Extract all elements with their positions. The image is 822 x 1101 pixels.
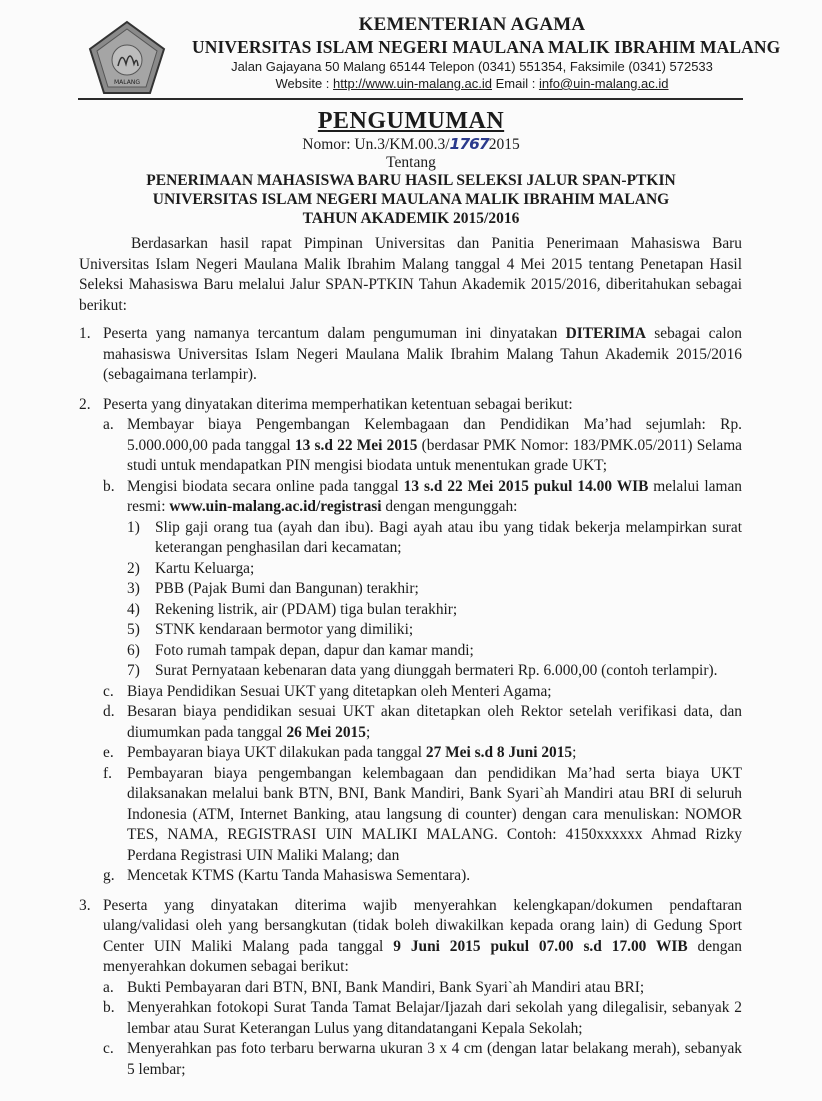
- doc-number: 4): [127, 600, 140, 618]
- doc-item-1: [127, 518, 742, 559]
- document-title: PENGUMUMAN: [317, 108, 505, 134]
- list-item-1: [79, 324, 742, 386]
- sub-item-letter: a.: [103, 416, 114, 433]
- sub-item-2d: [103, 702, 742, 743]
- announcement-date: 26 Mei 2015: [286, 723, 366, 741]
- doc-item-7: [127, 661, 742, 682]
- document-body: [79, 234, 742, 1080]
- validation-date: 9 Juni 2015 pukul 07.00 s.d 17.00 WIB: [393, 937, 688, 955]
- doc-item-2: [127, 559, 742, 580]
- ministry-name: KEMENTERIAN AGAMA: [358, 14, 586, 35]
- list-item-2: [79, 395, 742, 887]
- sub-item-letter: a.: [103, 978, 114, 996]
- intro-paragraph: Berdasarkan hasil rapat Pimpinan Universitas dan Panitia Penerimaan Mahasiswa Baru Universitas Islam Negeri Maulana Malik Ibrahim Malang tanggal 4 Mei 2015 tentang Penetapan Hasil Seleksi Mahasiswa Baru melalui Jalur SPAN-PTKIN Tahun Akademik 2015/2016, diberitahukan sebagai berikut:: [79, 235, 742, 314]
- document-number: [120, 135, 702, 154]
- item-text: Peserta yang dinyatakan diterima memperhatikan ketentuan sebagai berikut:: [103, 395, 573, 413]
- subject-line-3: TAHUN AKADEMIK 2015/2016: [302, 210, 520, 227]
- sub-item-text: Pembayaran biaya pengembangan kelembagaan dan pendidikan Ma’had serta biaya UKT dilaksanakan melalui bank BTN, BNI, Bank Mandiri, Bank Syari`ah Mandiri atau BRI di seluruh Indonesia (ATM, Internet Banking, atau langsung di counter) dengan cara menuliskan: NOMOR TES, NAMA, REGISTRASI UIN MALIKI MALANG. Contoh: 4150xxxxxx Ahmad Rizky Perdana Registrasi UIN Maliki Malang; dan: [127, 764, 742, 864]
- sub-item-text: dengan mengunggah:: [381, 498, 518, 515]
- email-label: Email :: [492, 76, 539, 91]
- sub-item-text: Membayar biaya Pengembangan Kelembagaan dan Pendidikan Ma’had sejumlah: Rp. 5.000.000,00 pada tanggal: [127, 416, 742, 454]
- doc-item-4: [127, 600, 742, 621]
- sub-item-text: Besaran biaya pendidikan sesuai UKT akan ditetapkan oleh Rektor setelah verifikasi data, dan diumumkan pada tanggal: [127, 703, 742, 741]
- sub-item-2g: [103, 866, 742, 887]
- letterhead: [80, 10, 781, 102]
- doc-text: PBB (Pajak Bumi dan Bangunan) terakhir;: [155, 580, 419, 597]
- university-seal-icon: [88, 20, 166, 96]
- sub-item-3a: [103, 978, 742, 999]
- doc-number: 6): [127, 641, 140, 659]
- accepted-status: DITERIMA: [565, 325, 646, 342]
- sub-item-3b: [103, 998, 742, 1039]
- sub-item-text: Biaya Pendidikan Sesuai UKT yang ditetapkan oleh Menteri Agama;: [127, 682, 552, 700]
- sub-item-text: Bukti Pembayaran dari BTN, BNI, Bank Mandiri, Bank Syari`ah Mandiri atau BRI;: [127, 978, 645, 996]
- sub-item-2a: [103, 415, 742, 477]
- sub-item-2c: [103, 682, 742, 703]
- payment-date-range: 27 Mei s.d 8 Juni 2015: [425, 744, 573, 761]
- doc-text: STNK kendaraan bermotor yang dimiliki;: [155, 621, 414, 638]
- item-text: dengan menyerahkan dokumen sebagai berikut:: [103, 937, 743, 975]
- item-number: 2.: [79, 395, 91, 413]
- sub-item-2e: [103, 743, 742, 764]
- sub-item-text: Menyerahkan fotokopi Surat Tanda Tamat Belajar/Ijazah dari sekolah yang dilegalisir, sebanyak 2 lembar atau Surat Keterangan Lulus yang ditandatangani Kepala Sekolah;: [127, 999, 742, 1037]
- website-label: Website :: [275, 76, 334, 91]
- list-item-3: [79, 896, 742, 1081]
- doc-text: Surat Pernyataan kebenaran data yang diunggah bermateri Rp. 6.000,00 (contoh terlampir).: [155, 662, 718, 679]
- subject-line-1: PENERIMAAN MAHASISWA BARU HASIL SELEKSI JALUR SPAN-PTKIN: [146, 172, 676, 189]
- doc-number: 7): [127, 662, 140, 679]
- sub-item-letter: b.: [103, 999, 115, 1016]
- sub-item-letter: e.: [103, 744, 114, 761]
- letterhead-divider: [78, 98, 743, 100]
- address-line: Jalan Gajayana 50 Malang 65144 Telepon (0341) 551354, Faksimile (0341) 572533: [231, 59, 713, 74]
- about-label: Tentang: [386, 154, 436, 171]
- sub-item-text: Menyerahkan pas foto terbaru berwarna ukuran 3 x 4 cm (dengan latar belakang merah), sebanyak 5 lembar;: [127, 1040, 742, 1078]
- item-number: 3.: [79, 896, 91, 914]
- number-year: 2015: [488, 136, 520, 153]
- sub-item-2f: [103, 764, 742, 867]
- title-block: [120, 107, 702, 228]
- doc-text: Rekening listrik, air (PDAM) tiga bulan terakhir;: [155, 600, 458, 618]
- item-number: 1.: [79, 325, 91, 342]
- email-link[interactable]: info@uin-malang.ac.id: [538, 76, 669, 91]
- sub-item-letter: c.: [103, 682, 114, 700]
- sub-item-letter: c.: [103, 1040, 114, 1057]
- sub-item-text: ;: [572, 744, 577, 761]
- seal-text: MALANG: [113, 79, 141, 86]
- sub-item-letter: d.: [103, 703, 115, 720]
- doc-number: 2): [127, 559, 140, 577]
- handwritten-number: 1767: [449, 135, 489, 153]
- doc-number: 5): [127, 621, 140, 638]
- sub-item-text: Mengisi biodata secara online pada tanggal: [127, 477, 404, 495]
- doc-number: 1): [127, 518, 140, 536]
- sub-item-letter: f.: [103, 764, 112, 782]
- doc-text: Foto rumah tampak depan, dapur dan kamar mandi;: [155, 641, 474, 659]
- doc-text: Kartu Keluarga;: [155, 559, 255, 577]
- website-link[interactable]: http://www.uin-malang.ac.id: [333, 76, 492, 91]
- sub-item-text: Pembayaran biaya UKT dilakukan pada tanggal: [127, 744, 426, 761]
- doc-item-6: [127, 641, 742, 662]
- doc-item-5: [127, 620, 742, 641]
- date-range: 13 s.d 22 Mei 2015 pukul 14.00 WIB: [403, 477, 649, 495]
- sub-item-letter: g.: [103, 867, 115, 884]
- item-text: Peserta yang dinyatakan diterima wajib menyerahkan kelengkapan/dokumen pendaftaran ulang/validasi oleh yang bersangkutan (tidak boleh diwakilkan kepada orang lain) di Gedung Sport Center UIN Maliki Malang pada tanggal: [103, 896, 742, 955]
- date-range: 13 s.d 22 Mei 2015: [294, 436, 418, 454]
- doc-item-3: [127, 579, 742, 600]
- doc-number: 3): [127, 580, 140, 597]
- item-text: sebagai calon mahasiswa Universitas Islam Negeri Maulana Malik Ibrahim Malang Tahun Akademik 2015/2016 (sebagaimana terlampir).: [103, 325, 742, 383]
- sub-item-text: (berdasar PMK Nomor: 183/PMK.05/2011) Selama studi untuk mendapatkan PIN mengisi biodata untuk menentukan grade UKT;: [127, 436, 742, 474]
- registration-url[interactable]: www.uin-malang.ac.id/registrasi: [169, 498, 382, 515]
- item-text: Peserta yang namanya tercantum dalam pengumuman ini dinyatakan: [103, 325, 566, 342]
- number-prefix: Nomor: Un.3/KM.00.3/: [302, 136, 450, 153]
- university-name: UNIVERSITAS ISLAM NEGERI MAULANA MALIK IBRAHIM MALANG: [192, 37, 781, 57]
- contact-line: [192, 75, 752, 92]
- doc-text: Slip gaji orang tua (ayah dan ibu). Bagi ayah atau ibu yang tidak bekerja melampirkan surat keterangan penghasilan dari kecamatan;: [155, 518, 742, 556]
- sub-item-3c: [103, 1039, 742, 1080]
- sub-item-text: melalui laman resmi:: [127, 477, 742, 515]
- letterhead-text: [192, 10, 781, 92]
- sub-item-2b: [103, 477, 742, 682]
- sub-item-text: Mencetak KTMS (Kartu Tanda Mahasiswa Sementara).: [127, 867, 471, 884]
- sub-item-letter: b.: [103, 477, 115, 495]
- sub-item-text: ;: [365, 723, 371, 741]
- subject-line-2: UNIVERSITAS ISLAM NEGERI MAULANA MALIK IBRAHIM MALANG: [152, 191, 670, 208]
